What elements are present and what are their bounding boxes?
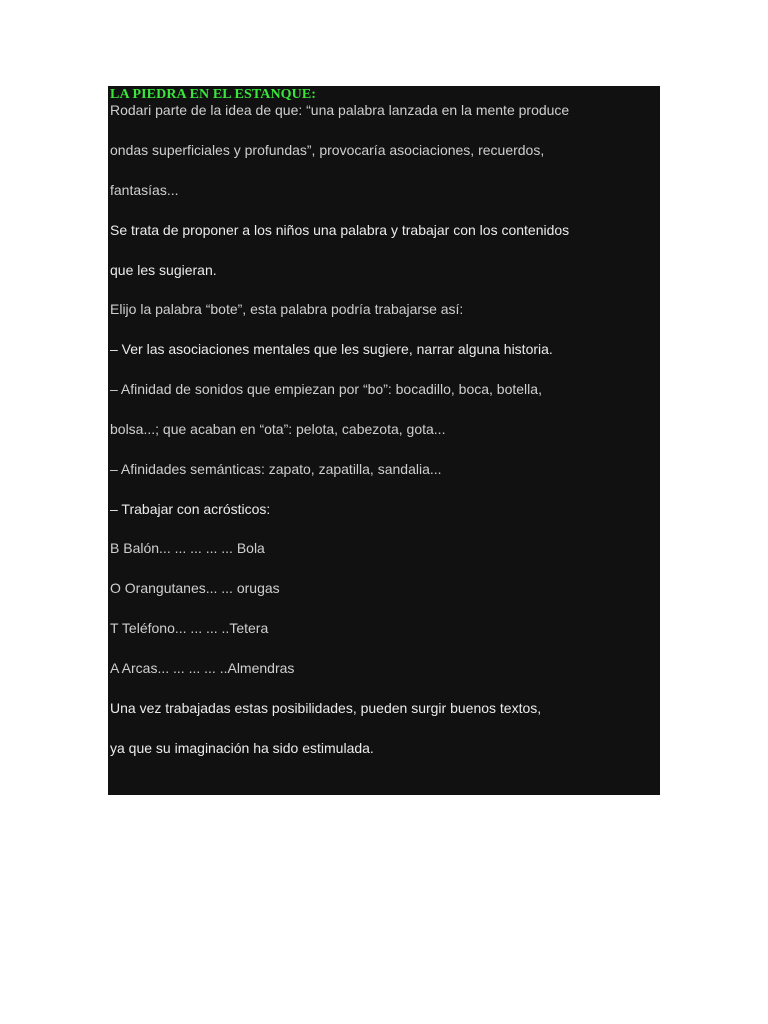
text-line-3: fantasías...	[110, 182, 179, 198]
document-title: LA PIEDRA EN EL ESTANQUE:	[110, 87, 317, 102]
document-panel	[108, 86, 660, 795]
text-line-16: Una vez trabajadas estas posibilidades, pueden surgir buenos textos,	[110, 700, 542, 716]
acrostic-line-o: O Orangutanes... ... orugas	[110, 580, 280, 596]
text-line-2: ondas superficiales y profundas”, provocaría asociaciones, recuerdos,	[110, 142, 545, 158]
text-line-5: que les sugieran.	[110, 262, 217, 278]
text-line-1: Rodari parte de la idea de que: “una palabra lanzada en la mente produce	[110, 102, 570, 118]
text-line-9: bolsa...; que acaban en “ota”: pelota, cabezota, gota...	[110, 421, 446, 437]
text-line-4: Se trata de proponer a los niños una palabra y trabajar con los contenidos	[110, 222, 570, 238]
acrostic-line-b: B Balón... ... ... ... ... Bola	[110, 540, 265, 556]
text-line-6: Elijo la palabra “bote”, esta palabra podría trabajarse así:	[110, 301, 464, 317]
text-line-11: – Trabajar con acrósticos:	[110, 501, 271, 517]
acrostic-line-t: T Teléfono... ... ... ..Tetera	[110, 620, 269, 636]
acrostic-line-a: A Arcas... ... ... ... ..Almendras	[110, 660, 295, 676]
text-line-10: – Afinidades semánticas: zapato, zapatilla, sandalia...	[110, 461, 442, 477]
text-line-8: – Afinidad de sonidos que empiezan por “bo”: bocadillo, boca, botella,	[110, 381, 542, 397]
text-line-17: ya que su imaginación ha sido estimulada.	[110, 740, 374, 756]
text-line-7: – Ver las asociaciones mentales que les sugiere, narrar alguna historia.	[110, 341, 553, 357]
